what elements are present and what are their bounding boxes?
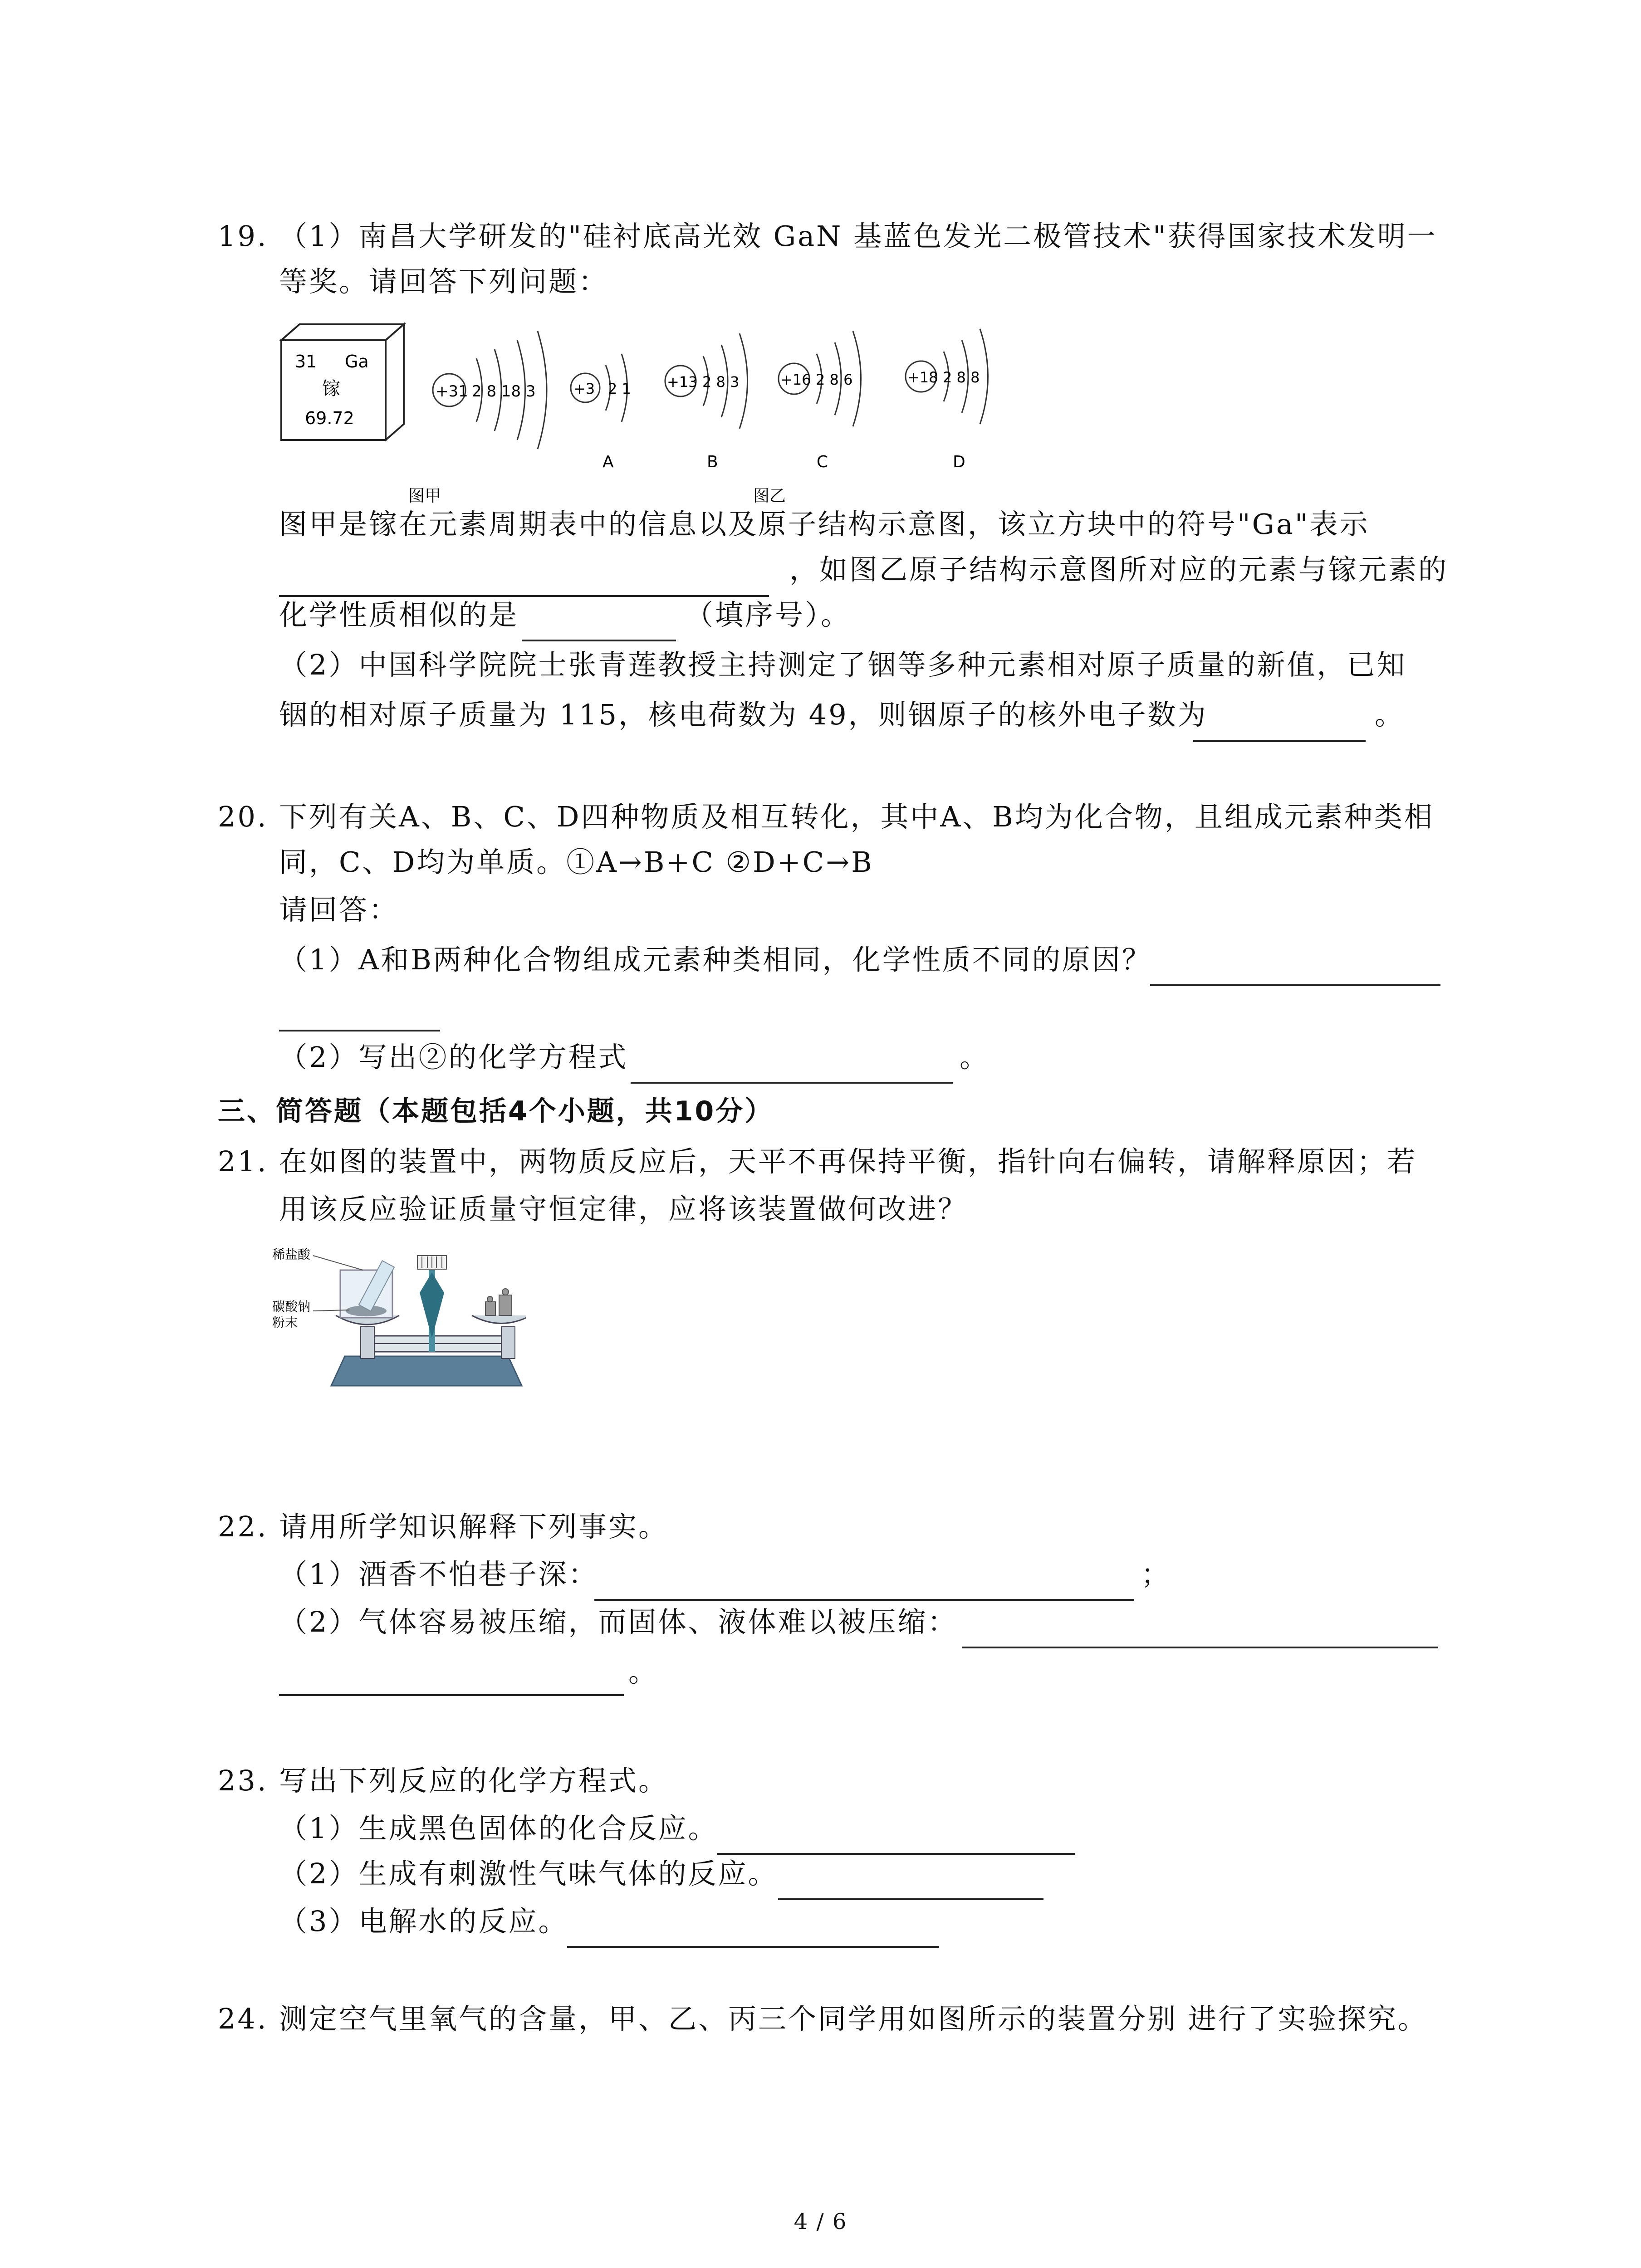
ga-shells: 2 8 18 3 (472, 382, 536, 401)
q23-blank-black-solid[interactable] (717, 1853, 1075, 1855)
q19-line6: （2）中国科学院院士张青莲教授主持测定了铟等多种元素相对原子质量的新值，已知 (279, 648, 1407, 681)
section-3-heading: 三、简答题（本题包括4个小题，共10分） (218, 1095, 774, 1127)
q19-line4: ，如图乙原子结构示意图所对应的元素与镓元素的 (789, 553, 1449, 586)
atom-c-shells: 2 8 6 (816, 371, 853, 388)
q24-number: 24. (218, 2002, 268, 2035)
q20-line2: 同，C、D均为单质。①A→B+C ②D+C→B (279, 846, 874, 879)
label-dilute-hcl: 稀盐酸 (272, 1247, 311, 1262)
q19-line5b: （填序号）。 (685, 598, 851, 631)
atom-d-nucleus: +18 (907, 369, 938, 386)
q19-line7b: 。 (1375, 698, 1405, 731)
q21-line2: 用该反应验证质量守恒定律，应将该装置做何改进？ (279, 1193, 968, 1226)
q22-number: 22. (218, 1510, 268, 1543)
atomic-structure-figure (272, 299, 1021, 508)
q20-blank-reason-cont[interactable] (279, 1030, 440, 1031)
label-sodium-carbonate: 碳酸钠 (272, 1299, 311, 1314)
q23-blank-electrolysis[interactable] (567, 1946, 939, 1948)
q20-line5b: 。 (960, 1041, 990, 1074)
page-number: 4 / 6 (794, 2209, 847, 2234)
q19-line5a: 化学性质相似的是 (279, 598, 519, 631)
atom-d-shells: 2 8 8 (943, 369, 980, 386)
q19-number: 19. (218, 220, 268, 253)
atom-b-label: B (707, 453, 718, 471)
q20-number: 20. (218, 800, 268, 833)
q22-line3: （2）气体容易被压缩，而固体、液体难以被压缩： (279, 1605, 958, 1638)
q19-blank-electron-count[interactable] (1193, 740, 1366, 742)
q19-line7a: 铟的相对原子质量为 115，核电荷数为 49，则铟原子的核外电子数为 (279, 698, 1208, 731)
tile-symbol: Ga (345, 352, 369, 371)
atom-a-nucleus: +3 (573, 380, 595, 397)
figure-yi-caption: 图乙 (753, 487, 786, 505)
q19-line2: 等奖。请回答下列问题： (279, 265, 609, 298)
q22-blank-compression-cont[interactable] (279, 1694, 624, 1696)
q24-line1: 测定空气里氧气的含量，甲、乙、丙三个同学用如图所示的装置分别 进行了实验探究。 (279, 2002, 1428, 2035)
atom-c-label: C (817, 453, 828, 471)
atom-d-label: D (953, 453, 965, 471)
q23-line4: （3）电解水的反应。 (279, 1905, 568, 1938)
q20-line1: 下列有关A、B、C、D四种物质及相互转化，其中A、B均为化合物，且组成元素种类相 (279, 800, 1434, 833)
q20-line4: （1）A和B两种化合物组成元素种类相同，化学性质不同的原因？ (279, 943, 1152, 976)
q20-line3: 请回答： (279, 893, 399, 926)
q21-number: 21. (218, 1145, 268, 1178)
q23-number: 23. (218, 1764, 268, 1797)
atom-a-shells: 2 1 (608, 380, 631, 397)
tile-number: 31 (295, 352, 317, 371)
q22-line2b: ； (1141, 1558, 1171, 1591)
q22-line2a: （1）酒香不怕巷子深： (279, 1558, 598, 1591)
q22-line4b: 。 (628, 1655, 659, 1688)
label-powder: 粉末 (272, 1315, 298, 1330)
q20-blank-reason[interactable] (1150, 984, 1440, 986)
q20-line5a: （2）写出②的化学方程式 (279, 1041, 628, 1074)
atom-b-shells: 2 8 3 (702, 373, 740, 391)
q23-line2: （1）生成黑色固体的化合反应。 (279, 1812, 718, 1845)
q19-line1: （1）南昌大学研发的"硅衬底高光效 GaN 基蓝色发光二极管技术"获得国家技术发明一 (279, 220, 1437, 253)
q23-blank-pungent-gas[interactable] (778, 1898, 1043, 1900)
atom-b-nucleus: +13 (667, 373, 698, 391)
atom-c-nucleus: +16 (780, 371, 811, 388)
q21-line1: 在如图的装置中，两物质反应后，天平不再保持平衡，指针向右偏转，请解释原因；若 (279, 1145, 1417, 1178)
figure-jia-caption: 图甲 (408, 487, 441, 505)
q19-line3: 图甲是镓在元素周期表中的信息以及原子结构示意图，该立方块中的符号"Ga"表示 (279, 508, 1370, 541)
ga-nucleus: +31 (436, 382, 468, 401)
tile-mass: 69.72 (305, 408, 354, 428)
q23-line3: （2）生成有刺激性气味气体的反应。 (279, 1857, 778, 1890)
atom-a-label: A (603, 453, 614, 471)
q23-line1: 写出下列反应的化学方程式。 (279, 1764, 669, 1797)
balance-apparatus-figure (272, 1243, 526, 1393)
q22-line1: 请用所学知识解释下列事实。 (279, 1510, 669, 1543)
q22-blank-wine[interactable] (594, 1599, 1134, 1601)
q22-blank-compression[interactable] (962, 1647, 1438, 1648)
q19-blank-symbol-meaning[interactable] (279, 595, 769, 597)
q19-blank-similar-element[interactable] (522, 640, 676, 641)
tile-name: 镓 (322, 378, 340, 399)
q20-blank-equation[interactable] (631, 1082, 953, 1084)
